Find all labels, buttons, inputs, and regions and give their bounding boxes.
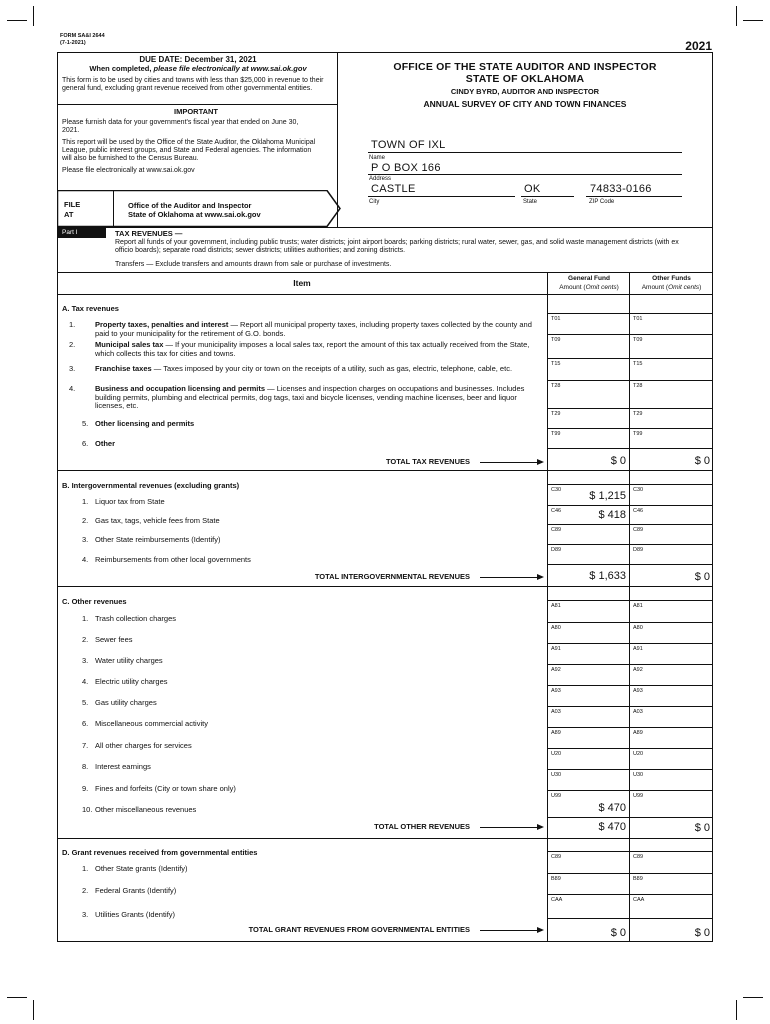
crop-mark: [33, 1000, 34, 1020]
item-code: T01: [551, 316, 561, 322]
item-code: CAA: [551, 897, 563, 903]
item-code: A91: [551, 646, 561, 652]
item-code: T15: [551, 361, 561, 367]
row-rule: [548, 524, 713, 525]
row-rule: [548, 727, 713, 728]
item-code: U99: [633, 793, 644, 799]
row-rule: [548, 564, 713, 565]
total-grant-of[interactable]: $ 0: [694, 927, 710, 939]
item-code: U20: [551, 751, 562, 757]
item-code: A89: [551, 730, 561, 736]
entity-address-label: Address: [369, 176, 392, 182]
crop-mark: [743, 20, 763, 21]
line-item-label: 8. Interest earnings: [82, 762, 151, 771]
total-arrow: [480, 827, 542, 828]
section-c-title: C. Other revenues: [62, 597, 127, 606]
line-item-label: 4. Business and occupation licensing and permits — Licenses and inspection charges on occupations and businesses. Includes building permits, plumbing and electrical permits, dog tags, taxi and bicycle licenses, vending machine licenses, beer and liquor licenses, etc.: [69, 384, 525, 411]
line-item-label: 3. Utilities Grants (Identify): [82, 910, 176, 919]
item-code: C30: [633, 487, 644, 493]
line-item-label: 1. Property taxes, penalties and interest — Report all municipal property taxes, including property taxes collected by the county and paid to your municipality for the retirement of G.O. bonds.: [69, 320, 532, 338]
important-title: IMPORTANT: [173, 107, 219, 116]
total-intergov-of[interactable]: $ 0: [694, 571, 710, 583]
col-general-fund: General Fund Amount (Omit cents): [559, 275, 619, 291]
important-p3: Please file electronically at www.sai.ok.gov: [62, 166, 195, 174]
row-rule: [548, 358, 713, 359]
entity-name-label: Name: [369, 155, 386, 161]
item-code: A03: [633, 709, 643, 715]
important-p2: This report will be used by the Office of the State Auditor, the Oklahoma Municipal League, public interest groups, and State and Federal agencies. The information will also be furnished to the Census Bureau.: [62, 138, 316, 162]
item-code: CAA: [633, 897, 645, 903]
total-grant-label: TOTAL GRANT REVENUES FROM GOVERNMENTAL ENTITIES: [248, 925, 470, 934]
section-rule: [57, 470, 713, 471]
line-item-label: 3. Water utility charges: [82, 656, 163, 665]
col-item: Item: [293, 278, 311, 288]
line-item-label: 5. Other licensing and permits: [82, 419, 195, 428]
total-other-gf[interactable]: $ 470: [598, 821, 626, 833]
item-code: A81: [551, 603, 561, 609]
agency-state: STATE OF OKLAHOMA: [465, 73, 585, 86]
row-rule: [548, 428, 713, 429]
line-item-label: 3. Other State reimbursements (Identify): [82, 535, 221, 544]
item-code: C89: [551, 854, 562, 860]
item-code: B89: [551, 876, 561, 882]
due-instructions: When completed, please file electronically at www.sai.ok.gov: [89, 64, 307, 74]
item-code: A03: [551, 709, 561, 715]
entity-address-value[interactable]: P O BOX 166: [371, 162, 441, 174]
total-tax-gf[interactable]: $ 0: [610, 455, 626, 467]
item-code: T99: [633, 431, 643, 437]
due-date: DUE DATE: December 31, 2021: [139, 55, 257, 64]
total-grant-gf[interactable]: $ 0: [610, 927, 626, 939]
crop-mark: [736, 1000, 737, 1020]
row-rule: [548, 685, 713, 686]
item-code: U30: [551, 772, 562, 778]
entity-state-label: State: [523, 199, 538, 205]
divider: [57, 294, 713, 295]
item-code: U20: [633, 751, 644, 757]
crop-mark: [736, 6, 737, 26]
entity-state-value[interactable]: OK: [524, 183, 541, 195]
part-title: TAX REVENUES —: [115, 229, 183, 238]
file-at-text: Office of the Auditor and Inspector State of Oklahoma at www.sai.ok.gov: [128, 201, 261, 219]
row-rule: [548, 706, 713, 707]
total-arrow: [480, 577, 542, 578]
section-d-title: D. Grant revenues received from governmental entities: [62, 848, 258, 857]
line-item-label: 10. Other miscellaneous revenues: [82, 805, 197, 814]
row-rule: [548, 643, 713, 644]
section-a-title: A. Tax revenues: [62, 304, 119, 313]
line-item-label: 2. Sewer fees: [82, 635, 133, 644]
agency-header: [345, 61, 705, 110]
section-rule: [57, 586, 713, 587]
row-rule: [548, 817, 713, 818]
form-revision: (7-1-2021): [60, 40, 86, 46]
crop-mark: [7, 20, 27, 21]
item-code: T99: [551, 431, 561, 437]
row-rule: [548, 873, 713, 874]
field-line: [368, 152, 682, 153]
due-date-box: [62, 55, 334, 93]
line-item-label: 4. Reimbursements from other local governments: [82, 555, 251, 564]
item-code: T01: [633, 316, 643, 322]
item-code: A92: [551, 667, 561, 673]
line-item-label: 9. Fines and forfeits (City or town share only): [82, 784, 236, 793]
item-code: A80: [633, 625, 643, 631]
important-p1: Please furnish data for your government's fiscal year that ended on June 30, 2021.: [62, 118, 299, 134]
crop-mark: [743, 997, 763, 998]
total-arrow: [480, 930, 542, 931]
total-other-of[interactable]: $ 0: [694, 822, 710, 834]
row-rule: [548, 600, 713, 601]
total-intergov-gf[interactable]: $ 1,633: [589, 570, 626, 582]
item-code: A89: [633, 730, 643, 736]
section-rule: [57, 838, 713, 839]
row-rule: [548, 790, 713, 791]
line-item-label: 6. Other: [82, 439, 116, 448]
line-item-label: 2. Municipal sales tax — If your municipality imposes a local sales tax, report the amount of this tax actually received from the State, which collects this tax for cities and towns.: [69, 340, 530, 358]
crop-mark: [7, 997, 27, 998]
row-rule: [548, 622, 713, 623]
entity-zip-value[interactable]: 74833-0166: [590, 183, 652, 195]
total-intergov-label: TOTAL INTERGOVERNMENTAL REVENUES: [314, 572, 470, 581]
field-line: [521, 196, 574, 197]
general-fund-amount[interactable]: $ 418: [598, 509, 626, 521]
crop-mark: [33, 6, 34, 26]
field-line: [368, 196, 515, 197]
entity-city-label: City: [369, 199, 380, 205]
row-rule: [548, 664, 713, 665]
row-rule: [548, 380, 713, 381]
item-code: A93: [633, 688, 643, 694]
item-code: T09: [551, 337, 561, 343]
line-item-label: 2. Gas tax, tags, vehicle fees from State: [82, 516, 220, 525]
item-code: T15: [633, 361, 643, 367]
agency-name: OFFICE OF THE STATE AUDITOR AND INSPECTOR: [393, 61, 657, 73]
part-tag: Part I: [58, 228, 106, 238]
item-code: A81: [633, 603, 643, 609]
line-item-label: 2. Federal Grants (Identify): [82, 886, 177, 895]
item-code: C30: [551, 487, 562, 493]
item-code: A92: [633, 667, 643, 673]
row-rule: [548, 769, 713, 770]
row-rule: [548, 334, 713, 335]
file-at-label: FILE AT: [64, 200, 81, 219]
item-code: T28: [633, 383, 643, 389]
item-code: C89: [633, 527, 644, 533]
item-code: D89: [633, 547, 644, 553]
item-code: U30: [633, 772, 644, 778]
row-rule: [548, 505, 713, 506]
row-rule: [548, 918, 713, 919]
total-tax-revenues-label: TOTAL TAX REVENUES: [385, 457, 470, 466]
field-line: [586, 196, 682, 197]
form-id: FORM SA&I 2644: [60, 33, 105, 39]
line-item-label: 1. Trash collection charges: [82, 614, 177, 623]
item-code: C46: [551, 508, 562, 514]
row-rule: [548, 448, 713, 449]
item-code: U99: [551, 793, 562, 799]
row-rule: [548, 544, 713, 545]
line-item-label: 7. All other charges for services: [82, 741, 192, 750]
column-rule: [547, 272, 548, 942]
form-year: 2021: [685, 39, 712, 53]
row-rule: [548, 484, 713, 485]
due-text: This form is to be used by cities and towns with less than $25,000 in revenue to their general fund, excluding grant revenue received from other governmental entities.: [62, 76, 324, 92]
row-rule: [548, 851, 713, 852]
entity-city-value[interactable]: CASTLE: [371, 183, 416, 195]
general-fund-amount[interactable]: $ 1,215: [589, 490, 626, 502]
row-rule: [548, 313, 713, 314]
item-code: D89: [551, 547, 562, 553]
field-line: [368, 174, 682, 175]
item-code: T09: [633, 337, 643, 343]
item-code: C89: [633, 854, 644, 860]
line-item-label: 3. Franchise taxes — Taxes imposed by your city or town on the receipts of a utility, such as gas, electric, telephone, cable, etc.: [69, 364, 513, 373]
entity-name-value[interactable]: TOWN OF IXL: [371, 139, 446, 151]
survey-title: ANNUAL SURVEY OF CITY AND TOWN FINANCES: [423, 98, 627, 109]
col-other-funds: Other Funds Amount (Omit cents): [641, 275, 702, 291]
item-code: A80: [551, 625, 561, 631]
divider: [113, 190, 114, 227]
line-item-label: 4. Electric utility charges: [82, 677, 168, 686]
line-item-label: 1. Liquor tax from State: [82, 497, 165, 506]
line-item-label: 6. Miscellaneous commercial activity: [82, 719, 208, 728]
section-b-title: B. Intergovernmental revenues (excluding grants): [62, 481, 240, 490]
item-code: C46: [633, 508, 644, 514]
item-code: T28: [551, 383, 561, 389]
item-code: B89: [633, 876, 643, 882]
item-code: C89: [551, 527, 562, 533]
row-rule: [548, 408, 713, 409]
auditor-name: CINDY BYRD, AUDITOR AND INSPECTOR: [450, 87, 600, 97]
total-other-label: TOTAL OTHER REVENUES: [374, 822, 470, 831]
general-fund-amount[interactable]: $ 470: [598, 802, 626, 814]
total-arrow: [480, 462, 542, 463]
item-code: T29: [551, 411, 561, 417]
item-code: A93: [551, 688, 561, 694]
line-item-label: 5. Gas utility charges: [82, 698, 157, 707]
column-rule: [629, 272, 630, 942]
item-code: T29: [633, 411, 643, 417]
total-tax-of[interactable]: $ 0: [694, 455, 710, 467]
row-rule: [548, 894, 713, 895]
row-rule: [548, 748, 713, 749]
item-code: A91: [633, 646, 643, 652]
part-description: Report all funds of your government, including public trusts; water districts; joint airport boards; parking districts; rural water, sewer, gas, and solid waste management districts (with ex officio boards); separate road districts; sewer districts; utilities authorities; and zoning districts.: [115, 239, 679, 254]
divider: [57, 272, 713, 273]
line-item-label: 1. Other State grants (Identify): [82, 864, 188, 873]
divider: [57, 104, 337, 105]
entity-zip-label: ZIP Code: [589, 199, 615, 205]
transfers-note: Transfers — Exclude transfers and amounts drawn from sale or purchase of investments.: [115, 261, 392, 268]
important-box: [62, 108, 330, 175]
